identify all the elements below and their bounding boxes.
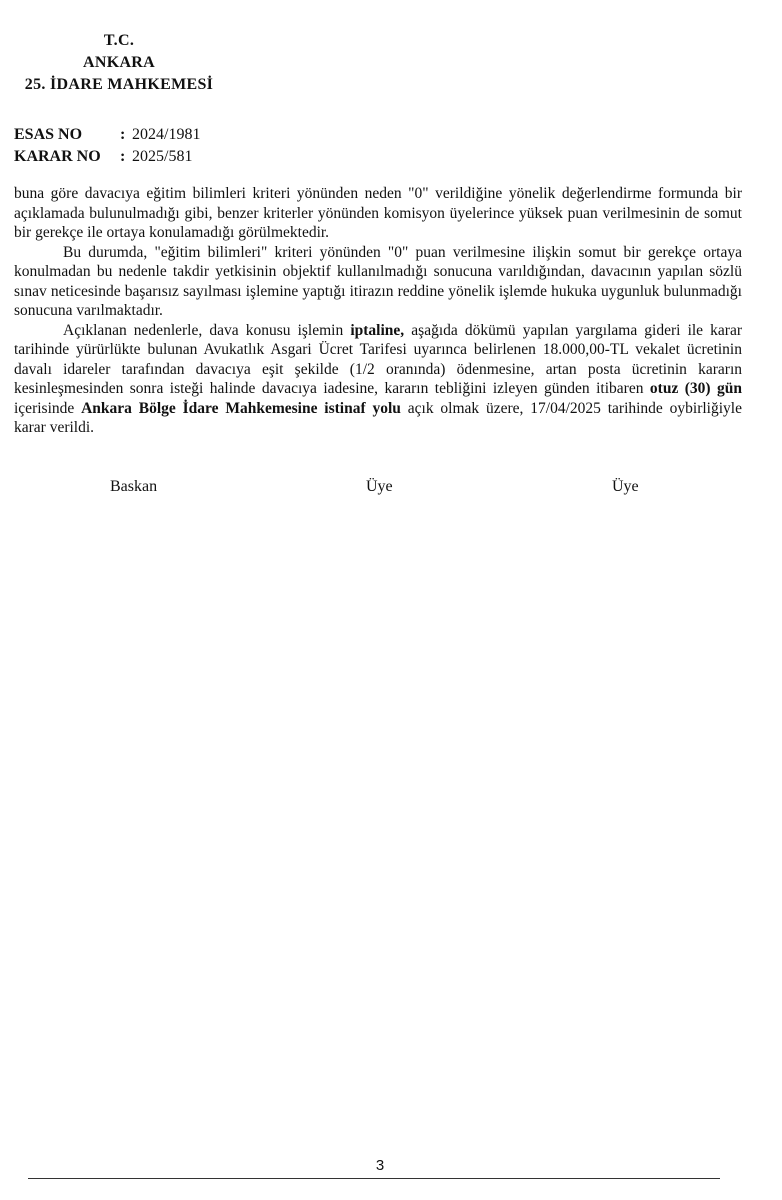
paragraph-1: buna göre davacıya eğitim bilimleri kriteri yönünden neden "0" verildiğine yönelik değerlendirme formunda bir açıklamada bulunulmadığı gibi, benzer kriterler yönünden komisyon üyelerince yüksek puan verilmesinin de somut bir gerekçe ile ortaya konulamadığı görülmektedir. xyxy=(14,185,742,241)
paragraph-2: Bu durumda, "eğitim bilimleri" kriteri yönünden "0" puan verilmesine ilişkin somut bir gerekçe ortaya konulmadan bu nedenle takdir yetkisinin objektif kullanılmadığı sonucuna varıldığından, davacının yapılan sözlü sınav neticesinde başarısız sayılması işlemine yaptığı itirazın reddine yönelik işlemde hukuka uygunluk bulunmadığı sonucuna varılmaktadır. xyxy=(14,243,742,319)
signature-president: Baskan xyxy=(110,478,158,495)
karar-label: KARAR NO xyxy=(14,148,101,165)
p3-text-a: Açıklanan nedenlerle, dava konusu işlemin xyxy=(63,321,351,339)
esas-value: 2024/1981 xyxy=(132,126,201,143)
karar-row xyxy=(14,146,200,168)
p3-bold-deadline: otuz (30) gün xyxy=(649,380,742,397)
esas-separator: : xyxy=(120,126,126,143)
signature-member-2: Üye xyxy=(612,478,639,495)
esas-row xyxy=(14,124,200,146)
p3-text-e: içerisinde xyxy=(14,399,82,417)
paragraph-3 xyxy=(14,321,742,438)
signature-member-1: Üye xyxy=(366,478,393,495)
p3-text-g: açık olmak üzere, 17/04/2025 tarihinde oybirliğiyle karar verildi. xyxy=(14,399,742,436)
decision-body xyxy=(14,184,742,438)
p3-bold-iptaline: iptaline, xyxy=(350,321,405,339)
p3-text-c: aşağıda dökümü yapılan yargılama gideri ile karar tarihinde yürürlükte bulunan Avukatlık Asgari Ücret Tarifesi uyarınca belirlenen 18.000,00-TL vekalet ücretinin davalı idareler tarafından davacıya eşit şekilde (1/2 oranında) ödenmesine, artan posta ücretinin kararın kesinleşmesinden sonra isteği halinde davacıya iadesine, kararın tebliğini izleyen günden itibaren xyxy=(14,321,743,397)
karar-separator: : xyxy=(120,148,126,165)
footer-divider xyxy=(28,1178,720,1179)
case-meta xyxy=(14,124,200,168)
court-header xyxy=(14,30,224,96)
esas-label: ESAS NO xyxy=(14,126,83,143)
page-number: 3 xyxy=(375,1157,385,1174)
p3-bold-appeal-court: Ankara Bölge İdare Mahkemesine istinaf yolu xyxy=(81,399,401,417)
header-court-name: 25. İDARE MAHKEMESİ xyxy=(24,76,214,93)
header-tc: T.C. xyxy=(103,32,135,49)
header-city: ANKARA xyxy=(82,54,156,71)
karar-value: 2025/581 xyxy=(132,148,193,165)
signature-row xyxy=(0,478,782,500)
